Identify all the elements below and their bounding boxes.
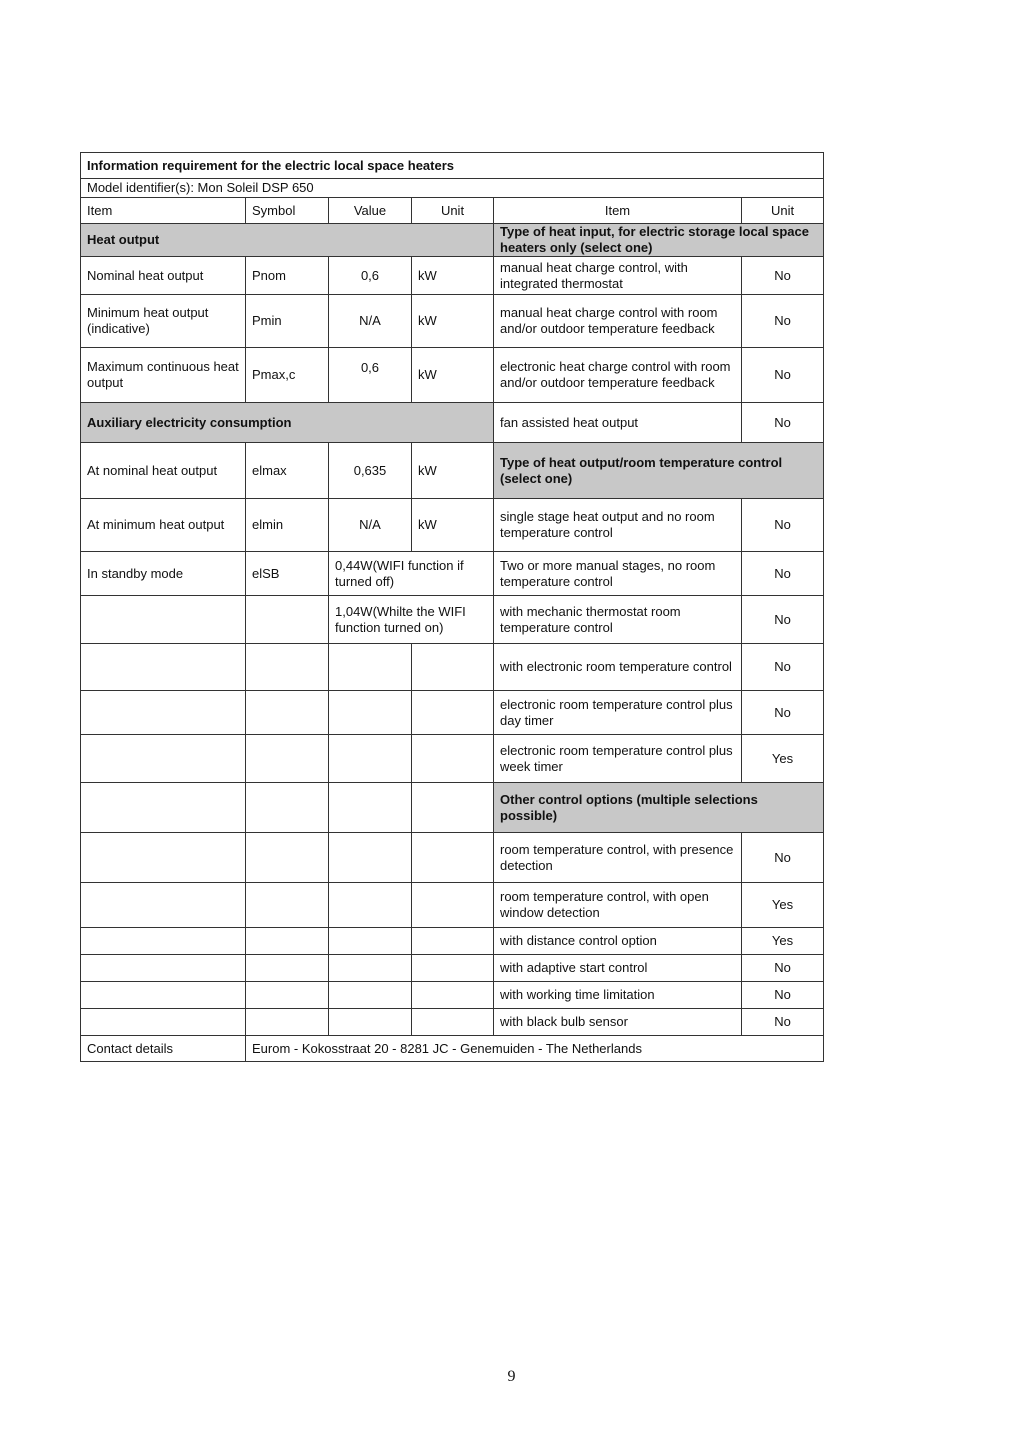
- row-symbol: elmax: [246, 443, 329, 499]
- row-value: 0,635: [329, 443, 412, 499]
- row-right-item: single stage heat output and no room temperature control: [494, 499, 742, 552]
- row-value: 1,04W(Whilte the WIFI function turned on): [329, 596, 494, 644]
- empty-cell: [412, 928, 494, 955]
- row-item: Nominal heat output: [81, 257, 246, 295]
- empty-cell: [81, 833, 246, 883]
- empty-cell: [81, 596, 246, 644]
- empty-cell: [81, 982, 246, 1009]
- empty-cell: [246, 982, 329, 1009]
- row-right-value: Yes: [742, 735, 824, 783]
- row-symbol: elmin: [246, 499, 329, 552]
- empty-cell: [412, 883, 494, 928]
- section-heat-input: Type of heat input, for electric storage local space heaters only (select one): [494, 224, 824, 257]
- row-right-item: electronic room temperature control plus day timer: [494, 691, 742, 735]
- row-right-item: with distance control option: [494, 928, 742, 955]
- empty-cell: [246, 1009, 329, 1036]
- row-right-item: fan assisted heat output: [494, 403, 742, 443]
- row-value: N/A: [329, 295, 412, 348]
- empty-cell: [246, 883, 329, 928]
- row-right-value: No: [742, 596, 824, 644]
- row-right-item: with working time limitation: [494, 982, 742, 1009]
- empty-cell: [81, 883, 246, 928]
- row-right-value: Yes: [742, 928, 824, 955]
- empty-cell: [329, 735, 412, 783]
- row-right-item: manual heat charge control, with integrated thermostat: [494, 257, 742, 295]
- model-identifier: Model identifier(s): Mon Soleil DSP 650: [81, 179, 824, 198]
- empty-cell: [412, 735, 494, 783]
- row-item: In standby mode: [81, 552, 246, 596]
- empty-cell: [246, 783, 329, 833]
- section-output-control: Type of heat output/room temperature control (select one): [494, 443, 824, 499]
- page-number: 9: [507, 1368, 516, 1385]
- row-right-item: Two or more manual stages, no room temperature control: [494, 552, 742, 596]
- row-right-value: No: [742, 348, 824, 403]
- row-right-item: with black bulb sensor: [494, 1009, 742, 1036]
- empty-cell: [412, 783, 494, 833]
- row-unit: kW: [412, 295, 494, 348]
- row-right-value: No: [742, 982, 824, 1009]
- contact-value: Eurom - Kokosstraat 20 - 8281 JC - Genemuiden - The Netherlands: [246, 1036, 824, 1062]
- empty-cell: [81, 1009, 246, 1036]
- row-symbol: elSB: [246, 552, 329, 596]
- header-symbol: Symbol: [246, 198, 329, 224]
- empty-cell: [246, 928, 329, 955]
- empty-cell: [81, 783, 246, 833]
- table-title: Information requirement for the electric local space heaters: [81, 153, 824, 179]
- row-right-value: No: [742, 1009, 824, 1036]
- empty-cell: [329, 833, 412, 883]
- row-right-value: No: [742, 257, 824, 295]
- empty-cell: [246, 833, 329, 883]
- row-item: At minimum heat output: [81, 499, 246, 552]
- row-unit: kW: [412, 348, 494, 403]
- information-table: [80, 152, 824, 1062]
- empty-cell: [81, 735, 246, 783]
- section-auxiliary: Auxiliary electricity consumption: [81, 403, 494, 443]
- row-right-item: with adaptive start control: [494, 955, 742, 982]
- row-right-value: No: [742, 955, 824, 982]
- row-item: At nominal heat output: [81, 443, 246, 499]
- row-value: 0,44W(WIFI function if turned off): [329, 552, 494, 596]
- row-right-value: No: [742, 295, 824, 348]
- row-symbol: Pmin: [246, 295, 329, 348]
- empty-cell: [412, 982, 494, 1009]
- row-right-value: No: [742, 644, 824, 691]
- empty-cell: [329, 928, 412, 955]
- empty-cell: [329, 783, 412, 833]
- contact-label: Contact details: [81, 1036, 246, 1062]
- empty-cell: [412, 691, 494, 735]
- header-value: Value: [329, 198, 412, 224]
- empty-cell: [246, 644, 329, 691]
- row-right-value: No: [742, 691, 824, 735]
- empty-cell: [329, 1009, 412, 1036]
- row-unit: kW: [412, 257, 494, 295]
- empty-cell: [246, 735, 329, 783]
- row-right-item: electronic heat charge control with room and/or outdoor temperature feedback: [494, 348, 742, 403]
- header-item: Item: [81, 198, 246, 224]
- empty-cell: [412, 955, 494, 982]
- row-right-value: No: [742, 833, 824, 883]
- row-right-value: Yes: [742, 883, 824, 928]
- header-unit: Unit: [412, 198, 494, 224]
- empty-cell: [412, 1009, 494, 1036]
- empty-cell: [81, 928, 246, 955]
- row-right-item: with electronic room temperature control: [494, 644, 742, 691]
- row-right-item: electronic room temperature control plus week timer: [494, 735, 742, 783]
- empty-cell: [329, 982, 412, 1009]
- row-right-item: manual heat charge control with room and/or outdoor temperature feedback: [494, 295, 742, 348]
- row-value: 0,6: [329, 257, 412, 295]
- row-unit: kW: [412, 499, 494, 552]
- row-symbol: Pmax,c: [246, 348, 329, 403]
- row-right-item: room temperature control, with open window detection: [494, 883, 742, 928]
- empty-cell: [81, 955, 246, 982]
- empty-cell: [246, 691, 329, 735]
- empty-cell: [246, 955, 329, 982]
- empty-cell: [81, 644, 246, 691]
- row-value: 0,6: [329, 348, 412, 403]
- empty-cell: [81, 691, 246, 735]
- empty-cell: [246, 596, 329, 644]
- row-value: N/A: [329, 499, 412, 552]
- row-item: Maximum continuous heat output: [81, 348, 246, 403]
- row-right-value: No: [742, 499, 824, 552]
- empty-cell: [412, 644, 494, 691]
- row-symbol: Pnom: [246, 257, 329, 295]
- section-heat-output: Heat output: [81, 224, 494, 257]
- section-other-controls: Other control options (multiple selections possible): [494, 783, 824, 833]
- empty-cell: [412, 833, 494, 883]
- row-item: Minimum heat output (indicative): [81, 295, 246, 348]
- row-right-value: No: [742, 403, 824, 443]
- empty-cell: [329, 955, 412, 982]
- empty-cell: [329, 644, 412, 691]
- row-right-value: No: [742, 552, 824, 596]
- row-right-item: room temperature control, with presence detection: [494, 833, 742, 883]
- empty-cell: [329, 691, 412, 735]
- header-unit-right: Unit: [742, 198, 824, 224]
- row-unit: kW: [412, 443, 494, 499]
- header-item-right: Item: [494, 198, 742, 224]
- empty-cell: [329, 883, 412, 928]
- row-right-item: with mechanic thermostat room temperature control: [494, 596, 742, 644]
